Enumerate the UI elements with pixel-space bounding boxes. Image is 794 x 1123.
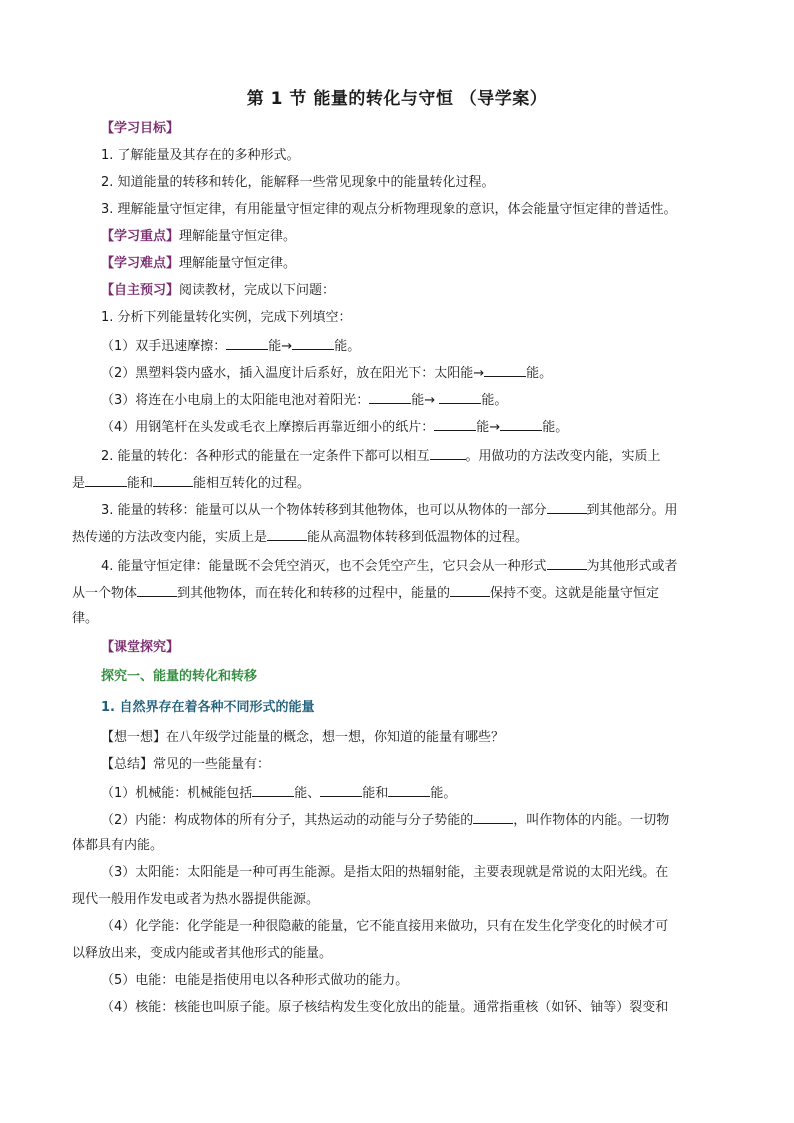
question-1d [101,417,712,437]
text: （4）用钢笔杆在头发或毛衣上摩擦后再靠近细小的纸片： [101,420,435,435]
energy-item-2-line1 [101,810,712,830]
goals-heading [101,120,712,138]
text: 能。 [334,339,361,354]
text: （1）机械能：机械能包括 [101,786,253,801]
energy-item-1 [101,783,712,803]
preview-line [101,282,712,300]
subsection-title: 1. 自然界存在着各种不同形式的能量 [101,700,315,715]
energy-item-2-line2: 体都具有内能。 [72,838,164,853]
text: 能相互转化的过程。 [193,476,311,491]
difficulty-text: 理解能量守恒定律。 [179,256,297,271]
text: 能从高温物体转移到低温物体的过程。 [307,530,529,545]
preview-tag: 【自主预习】 [101,283,180,298]
question-1c [101,390,712,410]
question-2-line2 [72,473,712,493]
text: 热传递的方法改变内能，实质上是 [72,530,268,545]
question-1b [101,363,712,383]
question-4-line1 [101,556,712,576]
text: （1）双手迅速摩擦： [101,339,227,354]
text: 。用做功的方法改变内能，实质上 [465,449,661,464]
focus-tag: 【学习重点】 [101,229,180,244]
text: 为其他形式或者 [586,559,678,574]
text: 3. 能量的转移：能量可以从一个物体转移到其他物体，也可以从物体的一部分 [101,503,547,518]
fill-blank[interactable] [547,500,587,514]
text: （2）黑塑料袋内盛水，插入温度计后系好，放在阳光下：太阳能→ [101,366,485,381]
difficulty-line [101,255,712,273]
explore-heading [101,639,712,657]
fill-blank[interactable] [473,810,513,824]
text: 能。 [542,420,569,435]
goal-item: 1. 了解能量及其存在的多种形式。 [101,148,300,163]
text: 能和 [127,476,154,491]
question-4-line3: 律。 [72,611,99,626]
text: 是 [72,476,86,491]
question-4-line2 [72,583,712,603]
fill-blank[interactable] [388,783,430,797]
think-text: 在八年级学过能量的概念，想一想，你知道的能量有哪些？ [166,730,505,745]
energy-item-5: （5）电能：电能是指使用电以各种形式做功的能力。 [101,973,409,988]
explore-tag: 【课堂探究】 [101,640,180,655]
fill-blank[interactable] [153,473,193,487]
text: 从一个物体 [72,586,138,601]
text: 2. 能量的转化：各种形式的能量在一定条件下都可以相互 [101,449,430,464]
text: 能。 [430,786,457,801]
summary-line [101,756,712,774]
fill-blank[interactable] [137,583,177,597]
section-title: 探究一、能量的转化和转移 [101,669,258,684]
text: 到其他物体，而在转化和转移的过程中，能量的 [177,586,451,601]
question-3-line1 [101,500,712,520]
fill-blank[interactable] [439,390,481,404]
fill-blank[interactable] [547,556,587,570]
fill-blank[interactable] [320,783,362,797]
subsection-heading [101,699,712,717]
fill-blank[interactable] [252,783,294,797]
preview-intro: 阅读教材，完成以下问题： [179,283,336,298]
summary-text: 常见的一些能量有： [153,757,271,772]
question-2-line1 [101,446,712,466]
text: 能→ [411,393,440,408]
text: 能和 [362,786,389,801]
think-tag: 【想一想】 [101,730,167,745]
fill-blank[interactable] [430,446,466,460]
energy-item-4-line1: （4）化学能：化学能是一种很隐蔽的能量，它不能直接用来做功，只有在发生化学变化的时候才可 [101,919,669,934]
fill-blank[interactable] [369,390,411,404]
fill-blank[interactable] [292,336,334,350]
fill-blank[interactable] [484,363,526,377]
energy-item-4-line2: 以释放出来，变成内能或者其他形式的能量。 [72,946,333,961]
question-1a [101,336,712,356]
summary-tag: 【总结】 [101,757,154,772]
fill-blank[interactable] [267,527,307,541]
text: 保持不变。这就是能量守恒定 [490,586,660,601]
focus-text: 理解能量守恒定律。 [179,229,297,244]
energy-item-3-line2: 现代一般用作发电或者为热水器提供能源。 [72,892,320,907]
question-3-line2 [72,527,712,547]
fill-blank[interactable] [500,417,542,431]
energy-item-6: （4）核能：核能也叫原子能。原子核结构发生变化放出的能量。通常指重核（如钚、铀等）裂变和 [101,1000,669,1015]
text: 到其他部分。用 [586,503,678,518]
text: （3）将连在小电扇上的太阳能电池对着阳光： [101,393,370,408]
text: 能→ [268,339,293,354]
fill-blank[interactable] [85,473,127,487]
text: 能→ [476,420,501,435]
text: 能。 [481,393,508,408]
text: ，叫作物体的内能。一切物 [513,813,670,828]
text: 能、 [294,786,321,801]
think-line [101,729,712,747]
fill-blank[interactable] [450,583,490,597]
goal-item: 3. 理解能量守恒定律，有用能量守恒定律的观点分析物理现象的意识，体会能量守恒定律的普适性。 [101,202,677,217]
text: 4. 能量守恒定律：能量既不会凭空消灭，也不会凭空产生，它只会从一种形式 [101,559,547,574]
section-heading [101,668,712,686]
goal-item: 2. 知道能量的转移和转化，能解释一些常见现象中的能量转化过程。 [101,175,495,190]
page-title: 第 1 节 能量的转化与守恒 （导学案） [246,89,548,109]
text: 能。 [526,366,553,381]
text: （2）内能：构成物体的所有分子，其热运动的动能与分子势能的 [101,813,474,828]
question-1: 1. 分析下列能量转化实例，完成下列填空： [101,310,352,325]
fill-blank[interactable] [226,336,268,350]
difficulty-tag: 【学习难点】 [101,256,180,271]
energy-item-3-line1: （3）太阳能：太阳能是一种可再生能源。是指太阳的热辐射能，主要表现就是常说的太阳光线。在 [101,865,669,880]
focus-line [101,228,712,246]
goals-tag: 【学习目标】 [101,121,180,136]
fill-blank[interactable] [434,417,476,431]
